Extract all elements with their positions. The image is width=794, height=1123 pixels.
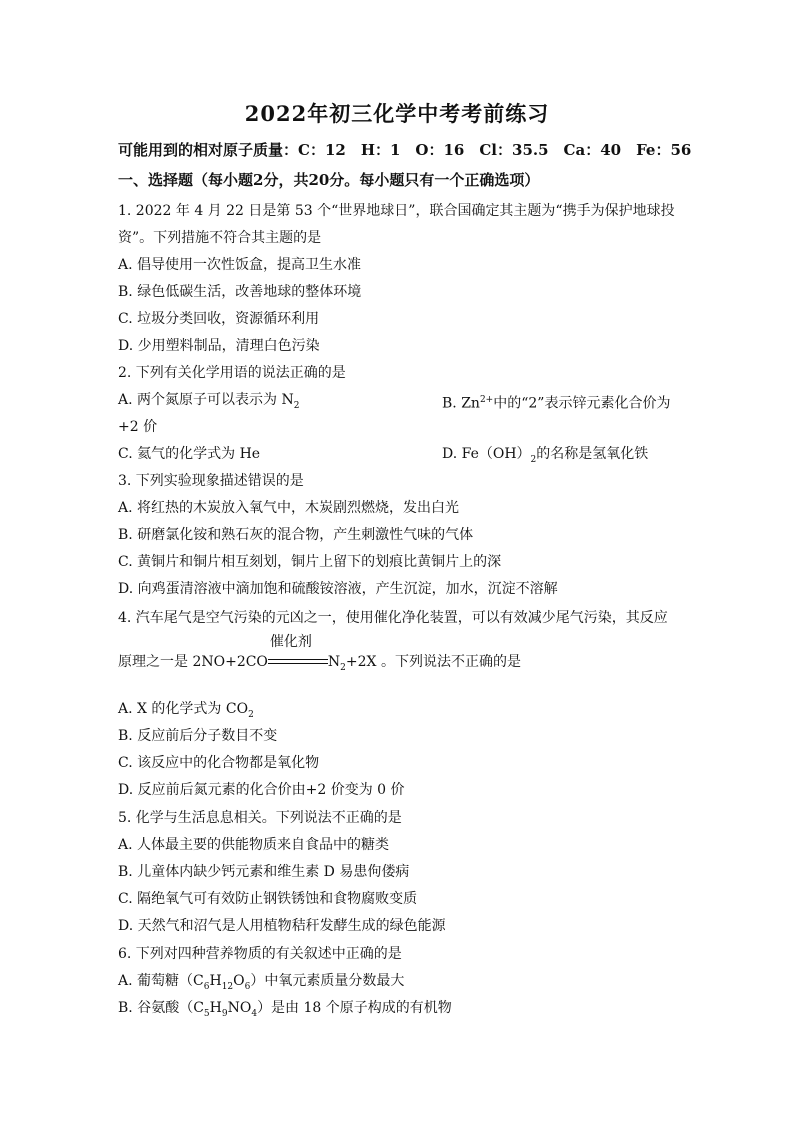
q4-eq-n: N [327,654,341,670]
q4-option-b: B. 反应前后分子数目不变 [118,728,278,744]
q1-option-a: A. 倡导使用一次性饭盒，提高卫生水准 [118,257,362,273]
q1-option-c: C. 垃圾分类回收，资源循环利用 [118,311,320,327]
q4-option-d: D. 反应前后氮元素的化合价由+2 价变为 0 价 [118,782,405,798]
page-title: 2022年初三化学中考考前练习 [244,101,550,126]
q1-option-b: B. 绿色低碳生活，改善地球的整体环境 [118,284,362,300]
q6-a-post: ）中氧元素质量分数最大 [250,973,405,989]
q5-option-d: D. 天然气和沼气是人用植物秸秆发酵生成的绿色能源 [118,918,446,934]
q6-a-sub2: 12 [221,981,234,992]
section-heading: 一、选择题（每小题2分，共20分。每小题只有一个正确选项） [118,171,540,189]
q6-option-a [118,972,404,996]
q2-stem: 2. 下列有关化学用语的说法正确的是 [118,365,346,381]
q2-option-a [118,391,299,415]
q6-b-sub3: 4 [251,1008,258,1019]
q6-a-o: O [233,973,245,989]
q3-option-a: A. 将红热的木炭放入氧气中，木炭剧烈燃烧，发出白光 [118,500,460,516]
q6-option-b [118,999,452,1023]
q6-b-sub2: 9 [221,1008,228,1019]
q6-a-sub1: 6 [203,981,210,992]
q4-option-a-sub: 2 [248,709,254,720]
q5-stem: 5. 化学与生活息息相关。下列说法不正确的是 [118,810,402,826]
q3-option-d: D. 向鸡蛋清溶液中滴加饱和硫酸铵溶液，产生沉淀，加水，沉淀不溶解 [118,581,558,597]
q6-b-sub1: 5 [203,1008,210,1019]
q2-option-a-sub: 2 [293,400,300,411]
q4-equation [118,634,521,677]
q5-option-b: B. 儿童体内缺少钙元素和维生素 D 易患佝偻病 [118,864,410,880]
q6-b-no: NO [227,1000,252,1016]
q6-a-h: H [209,973,222,989]
q6-b-post: ）是由 18 个原子构成的有机物 [257,1000,452,1016]
catalyst-label: 催化剂 [269,634,312,650]
q4-stem-line1: 4. 汽车尾气是空气污染的元凶之一，使用催化净化装置，可以有效减少尾气污染，其反应 [118,610,668,626]
q2-option-b-cont: +2 价 [118,419,158,435]
q5-option-c: C. 隔绝氧气可有效防止钢铁锈蚀和食物腐败变质 [118,891,418,907]
equals-sign [268,659,328,664]
q3-stem: 3. 下列实验现象描述错误的是 [118,473,304,489]
q6-b-h: H [209,1000,222,1016]
q4-eq-pre: 原理之一是 2NO+2CO [118,654,268,670]
q1-option-d: D. 少用塑料制品，清理白色污染 [118,338,320,354]
q4-option-c: C. 该反应中的化合物都是氧化物 [118,755,320,771]
q4-option-a [118,700,254,724]
atomic-mass-line: 可能用到的相对原子质量：C：12 H：1 O：16 Cl：35.5 Ca：40 Fe：56 [118,141,692,159]
q2-option-b [442,391,670,413]
q2-option-c: C. 氦气的化学式为 He [118,446,261,462]
q2-option-d-sub: 2 [530,454,537,465]
catalyst-arrow [268,634,328,671]
q2-option-b-sup: 2+ [479,395,494,405]
q6-b-pre: B. 谷氨酸（C [118,1000,204,1016]
q5-option-a: A. 人体最主要的供能物质来自食品中的糖类 [118,837,390,853]
q2-option-d-pre: D. Fe（OH） [442,446,531,462]
q3-option-c: C. 黄铜片和铜片相互刻划，铜片上留下的划痕比黄铜片上的深 [118,554,502,570]
q2-option-a-text: A. 两个氮原子可以表示为 N [118,392,294,408]
q6-a-sub3: 6 [244,981,251,992]
q1-stem-line2: 资”。下列措施不符合其主题的是 [118,230,322,246]
q2-option-d [442,445,648,469]
q2-option-b-post: 中的“2”表示锌元素化合价为 [493,395,671,412]
q2-option-b-pre: B. Zn [442,395,480,412]
q4-option-a-pre: A. X 的化学式为 CO [118,701,249,717]
q4-eq-post: +2X 。下列说法不正确的是 [345,654,521,670]
q1-stem-line1: 1. 2022 年 4 月 22 日是第 53 个“世界地球日”，联合国确定其主题为“携手为保护地球投 [118,203,675,219]
q6-a-pre: A. 葡萄糖（C [118,973,204,989]
q6-stem: 6. 下列对四种营养物质的有关叙述中正确的是 [118,946,402,962]
q2-option-d-post: 的名称是氢氧化铁 [536,446,649,462]
q3-option-b: B. 研磨氯化铵和熟石灰的混合物，产生刺激性气味的气体 [118,527,474,543]
q4-eq-n-sub: 2 [340,662,346,673]
